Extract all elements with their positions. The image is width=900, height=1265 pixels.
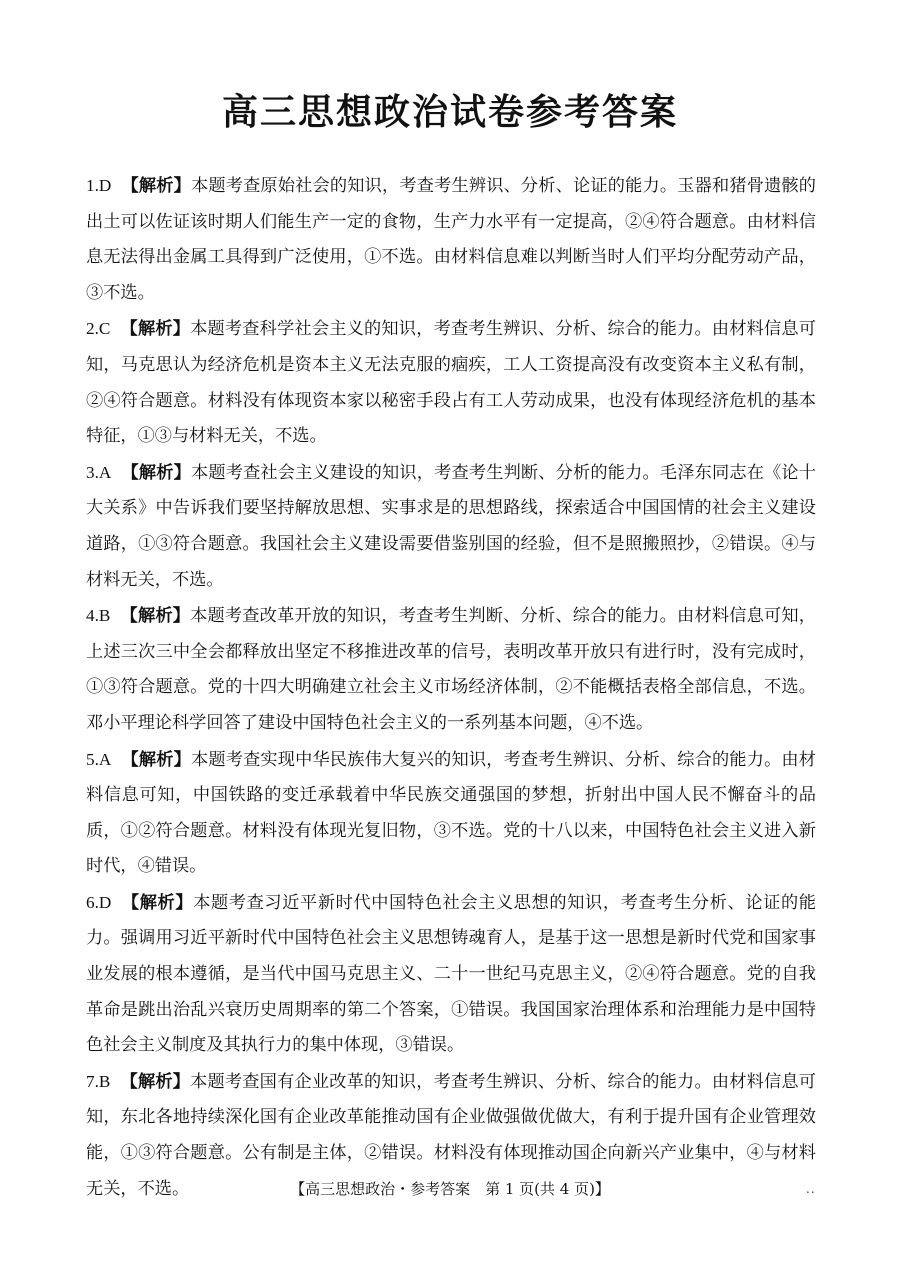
analysis-tag: 【解析】 bbox=[121, 892, 194, 913]
answer-text: 本题考查原始社会的知识，考查考生辨识、分析、论证的能力。玉器和猪骨遗骸的出土可以佐证该时期人们能生产一定的食物，生产力水平有一定提高，②④符合题意。由材料信息无法得出金属工具得到广泛使用，①不选。由材料信息难以判断当时人们平均分配劳动产品，③不选。 bbox=[86, 176, 816, 303]
corner-mark: .. bbox=[806, 1182, 816, 1196]
answer-item bbox=[86, 311, 816, 454]
answer-text: 本题考查习近平新时代中国特色社会主义思想的知识，考查考生分析、论证的能力。强调用习近平新时代中国特色社会主义思想铸魂育人，是基于这一思想是新时代党和国家事业发展的根本遵循，是当代中国马克思主义、二十一世纪马克思主义，②④符合题意。党的自我革命是跳出治乱兴衰历史周期率的第二个答案，①错误。我国国家治理体系和治理能力是中国特色社会主义制度及其执行力的集中体现，③错误。 bbox=[86, 892, 816, 1056]
analysis-tag: 【解析】 bbox=[121, 462, 191, 483]
answer-item bbox=[86, 885, 816, 1064]
analysis-tag: 【解析】 bbox=[121, 749, 191, 770]
answer-text: 本题考查改革开放的知识，考查考生判断、分析、综合的能力。由材料信息可知，上述三次三中全会都释放出坚定不移推进改革的信号，表明改革开放只有进行时，没有完成时，①③符合题意。党的十四大明确建立社会主义市场经济体制，②不能概括表格全部信息，不选。邓小平理论科学回答了建设中国特色社会主义的一系列基本问题，④不选。 bbox=[86, 606, 816, 733]
answer-text: 本题考查实现中华民族伟大复兴的知识，考查考生辨识、分析、综合的能力。由材料信息可知，中国铁路的变迁承载着中华民族交通强国的梦想，折射出中国人民不懈奋斗的品质，①②符合题意。材料没有体现光复旧物，③不选。党的十八以来，中国特色社会主义进入新时代，④错误。 bbox=[86, 749, 816, 877]
answer-item bbox=[86, 455, 816, 598]
answer-text: 本题考查社会主义建设的知识，考查考生判断、分析的能力。毛泽东同志在《论十大关系》中告诉我们要坚持解放思想、实事求是的思想路线，探索适合中国国情的社会主义建设道路，①③符合题意。我国社会主义建设需要借鉴别国的经验，但不是照搬照抄，②错误。④与材料无关，不选。 bbox=[86, 462, 816, 590]
answer-text: 本题考查国有企业改革的知识，考查考生辨识、分析、综合的能力。由材料信息可知，东北各地持续深化国有企业改革能推动国有企业做强做优做大，有利于提升国有企业管理效能，①③符合题意。公有制是主体，②错误。材料没有体现推动国企向新兴产业集中，④与材料无关，不选。 bbox=[86, 1071, 816, 1199]
answer-list bbox=[86, 168, 816, 1207]
answer-number: 3.A bbox=[86, 462, 112, 482]
answer-number: 2.C bbox=[86, 319, 111, 339]
answer-item bbox=[86, 168, 816, 311]
page-footer: 【高三思想政治・参考答案 第 1 页(共 4 页)】 bbox=[290, 1180, 610, 1198]
answer-number: 5.A bbox=[86, 749, 112, 769]
analysis-tag: 【解析】 bbox=[120, 319, 191, 340]
answer-text: 本题考查科学社会主义的知识，考查考生辨识、分析、综合的能力。由材料信息可知，马克思认为经济危机是资本主义无法克服的痼疾，工人工资提高没有改变资本主义私有制，②④符合题意。材料没有体现资本家以秘密手段占有工人劳动成果，也没有体现经济危机的基本特征，①③与材料无关，不选。 bbox=[86, 319, 816, 447]
analysis-tag: 【解析】 bbox=[121, 176, 191, 196]
page-title: 高三思想政治试卷参考答案 bbox=[221, 92, 678, 133]
answer-number: 7.B bbox=[86, 1071, 111, 1091]
answer-number: 6.D bbox=[86, 892, 112, 912]
answer-item bbox=[86, 598, 816, 741]
analysis-tag: 【解析】 bbox=[120, 606, 191, 627]
answer-number: 4.B bbox=[86, 606, 111, 626]
analysis-tag: 【解析】 bbox=[120, 1071, 191, 1092]
answer-item bbox=[86, 742, 816, 885]
answer-number: 1.D bbox=[86, 176, 112, 195]
